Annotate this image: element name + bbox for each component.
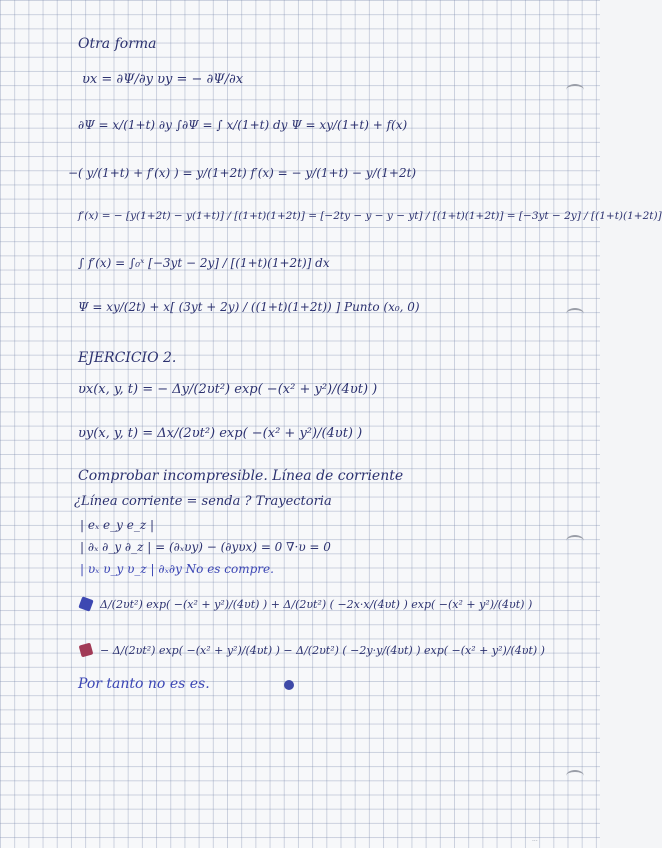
page-footer: ... [532,836,538,843]
velocity-definition-line: υx = ∂Ψ/∂y υy = − ∂Ψ/∂x [82,72,244,87]
streamline-question-line: ¿Línea corriente = senda ? Trayectoria [74,494,332,509]
expansion-line-1: Δ/(2υt²) exp( −(x² + y²)/(4υt) ) + Δ/(2υt²) ( −2x·x/(4υt) ) exp( −(x² + y²)/(4υt) ) [100,598,533,611]
curl-determinant-row-1: | eₓ e_y e_z | [80,518,155,532]
incompressible-check-line: Comprobar incompresible. Línea de corriente [78,468,404,484]
f-prime-simplification-line: f′(x) = − [y(1+2t) − y(1+t)] / [(1+t)(1+2t)] = [−2ty − y − y − yt] / [(1+t)(1+2t)] = [−3yt − 2y] / [(1+t)(1+2t)] [78,210,662,222]
curl-determinant-row-2: | ∂ₓ ∂_y ∂_z | = (∂ₓυy) − (∂yυx) = 0 ∇·υ = 0 [80,540,331,554]
velocity-uy-line: υy(x, y, t) = Δx/(2υt²) exp( −(x² + y²)/(4υt) ) [78,426,363,441]
binder-hole [566,535,584,547]
scribble-mark-blue [78,596,93,611]
velocity-ux-line: υx(x, y, t) = − Δy/(2υt²) exp( −(x² + y²)/(4υt) ) [78,382,378,397]
conclusion-line: Por tanto no es es. [78,676,210,692]
derivative-condition-line: −( y/(1+t) + f′(x) ) = y/(1+2t) f′(x) = − y/(1+t) − y/(1+2t) [68,166,417,180]
binder-hole [566,308,584,320]
heading-otra-forma: Otra forma [78,36,157,52]
scribbled-dot [284,680,294,690]
stream-function-result-line: Ψ = xy/(2t) + x[ (3yt + 2y) / ((1+t)(1+2t)) ] Punto (x₀, 0) [78,300,420,314]
heading-ejercicio-2: EJERCICIO 2. [78,350,177,366]
stream-function-integration-line: ∂Ψ = x/(1+t) ∂y ∫∂Ψ = ∫ x/(1+t) dy Ψ = xy/(1+t) + f(x) [78,118,408,132]
expansion-line-2: − Δ/(2υt²) exp( −(x² + y²)/(4υt) ) − Δ/(2υt²) ( −2y·y/(4υt) ) exp( −(x² + y²)/(4υt) ) [100,644,545,657]
curl-determinant-row-3: | υₓ υ_y υ_z | ∂ₓ∂y No es compre. [80,562,274,576]
f-integral-line: ∫ f′(x) = ∫₀ˣ [−3yt − 2y] / [(1+t)(1+2t)] dx [78,256,330,270]
binder-hole [566,770,584,782]
scribble-mark-red [79,643,94,658]
binder-hole [566,84,584,96]
